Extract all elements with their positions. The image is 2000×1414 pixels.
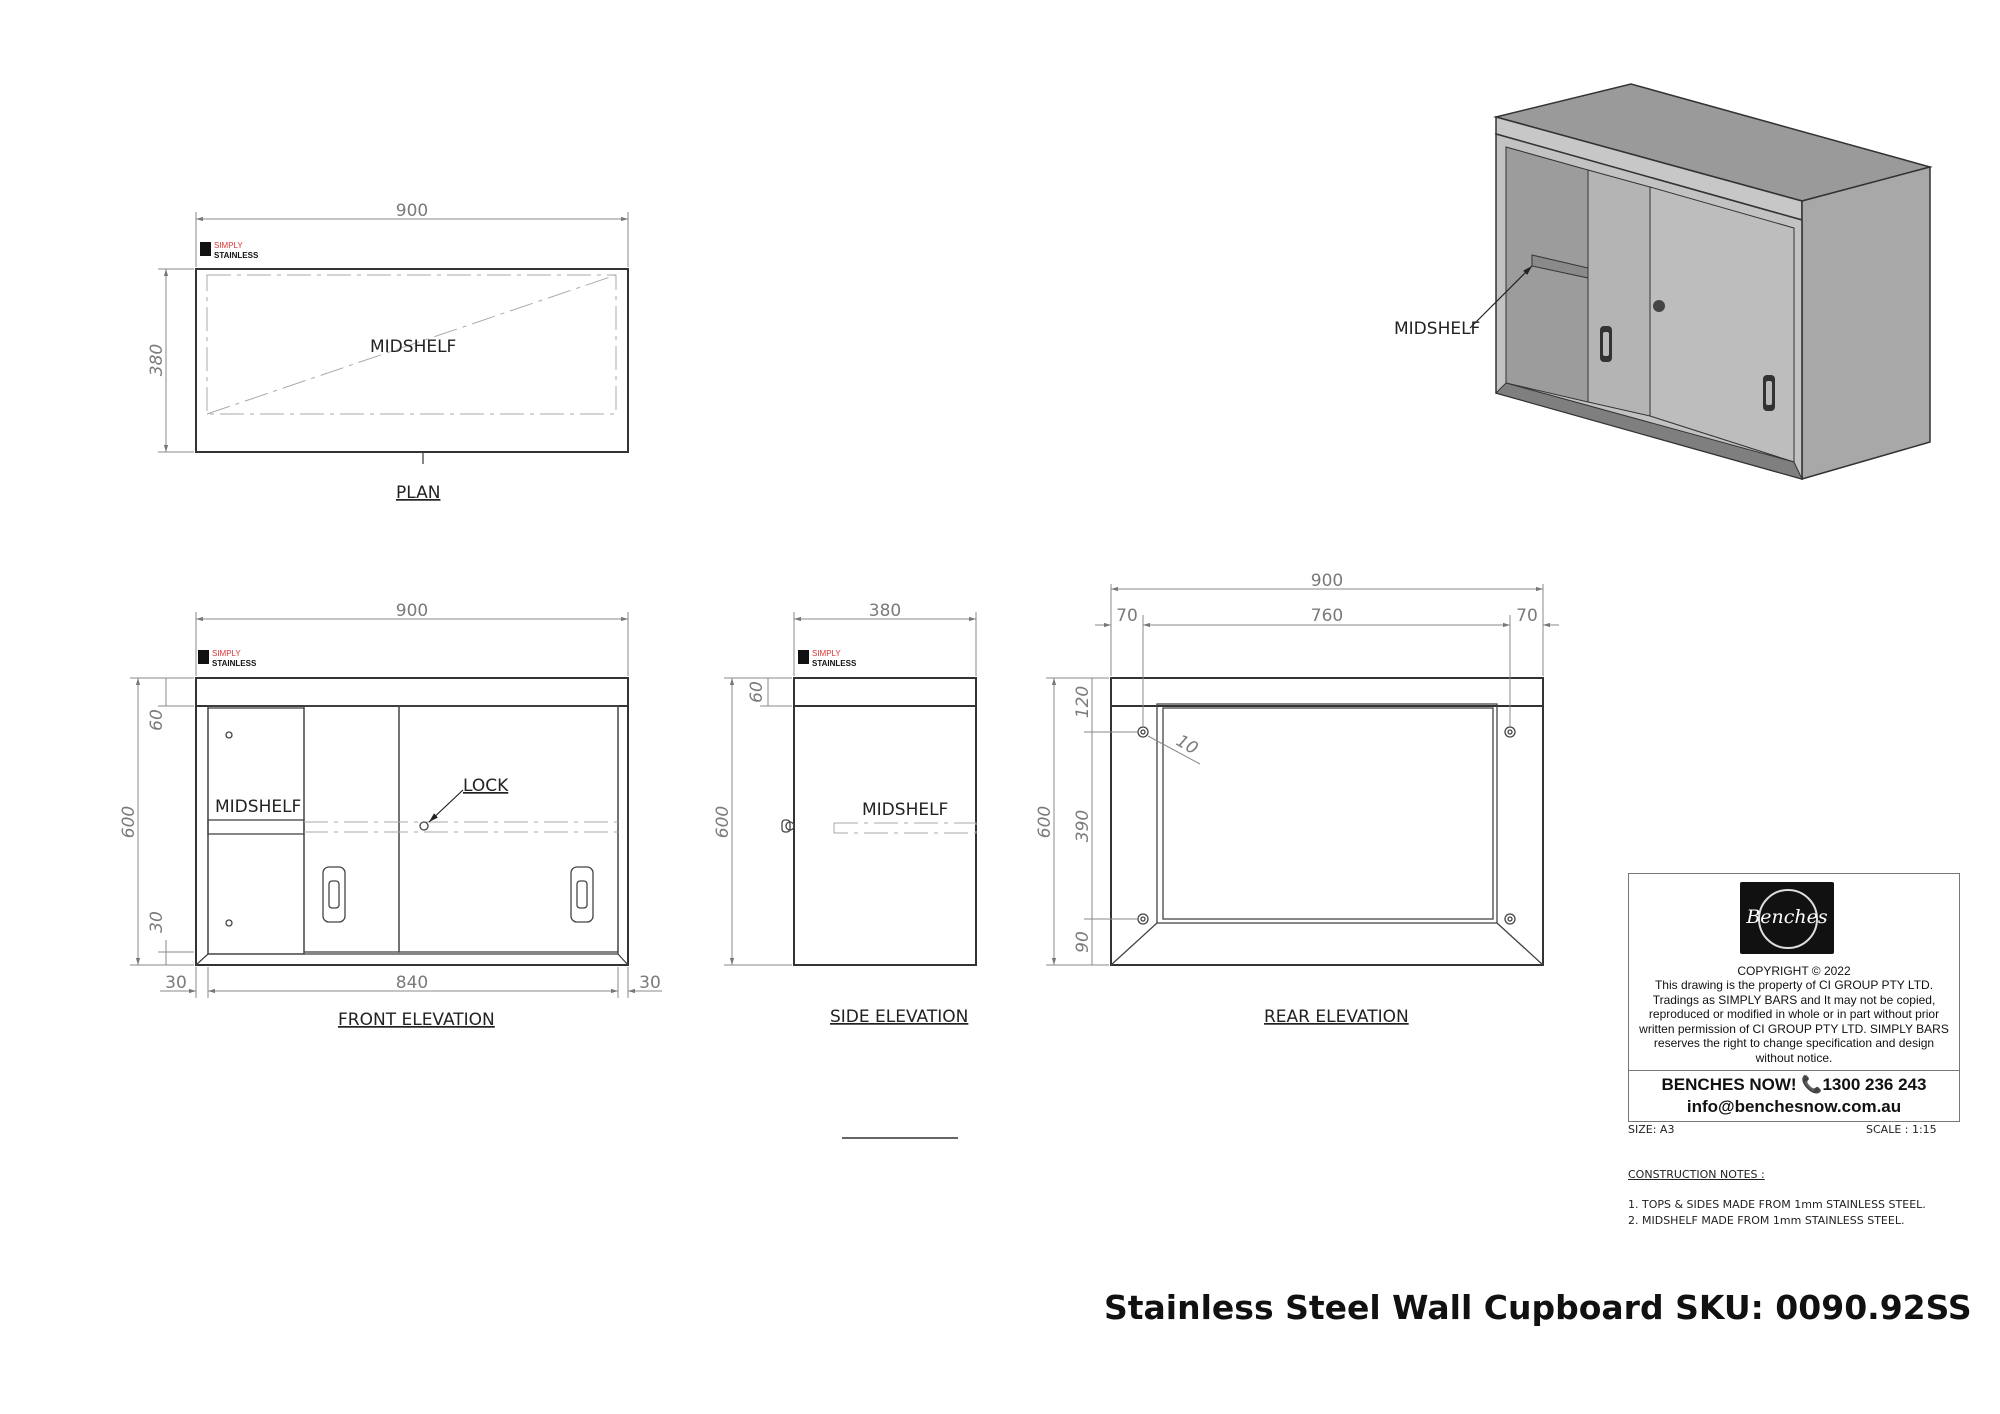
front-right-offset-value: 30 [639,973,661,993]
brand-line2: STAINLESS [812,659,857,668]
front-left-section [208,708,304,954]
front-bracket-upper [226,732,232,738]
title-block [1628,873,1960,1122]
front-bottom-value: 30 [147,911,167,933]
front-body [196,706,628,965]
front-width-value: 900 [395,601,429,621]
copyright-notice: This drawing is the property of CI GROUP PTY LTD. Tradings as SIMPLY BARS and It may not be copied, reproduced or modified in whole or in part without prior written permission of CI GROUP PTY LTD. SIMPLY BARS reserves the right to change specification and design without notice. [1639,978,1949,1065]
contact-phone: BENCHES NOW! 📞1300 236 243 [1661,1075,1927,1094]
plan-title: PLAN [396,483,441,503]
construction-notes [1628,1167,1926,1229]
front-bracket-lower [226,920,232,926]
isometric-view [1394,84,1930,479]
side-elevation-view [713,601,976,1138]
side-elevation-title: SIDE ELEVATION [830,1007,969,1027]
rear-inner-value: 760 [1310,606,1344,626]
page-title: Stainless Steel Wall Cupboard SKU: 0090.92SS [1104,1288,1972,1327]
plan-view [147,201,628,503]
front-lock-icon [420,822,428,830]
logo-text: Benches [1746,906,1828,928]
sheet-size: SIZE: A3 [1628,1123,1675,1136]
front-top-value: 60 [147,709,167,731]
front-inner-width-value: 840 [395,973,429,993]
plan-outline [196,269,628,452]
side-midshelf [834,823,976,833]
brand-line2: STAINLESS [214,251,259,260]
side-height-value: 600 [713,805,733,839]
rear-elevation-view [1035,571,1559,1027]
brand-line1: SIMPLY [214,241,243,250]
rear-height-value: 600 [1035,805,1055,839]
front-inner-frame [208,706,618,954]
rear-panel-opening [1157,704,1497,923]
front-handle-right-icon [571,867,593,922]
brand-mark-icon [198,650,209,664]
rear-mount-hole-bl [1138,914,1148,924]
contact-email: info@benchesnow.com.au [1686,1097,1902,1116]
rear-mount-hole-tl [1138,727,1148,737]
brand-line2: STAINLESS [212,659,257,668]
iso-lock-icon [1653,300,1665,312]
iso-midshelf-label: MIDSHELF [1394,319,1481,339]
plan-midshelf-label: MIDSHELF [370,337,457,357]
front-top-band [196,678,628,706]
note-item: 1. TOPS & SIDES MADE FROM 1mm STAINLESS STEEL. [1628,1198,1926,1211]
rear-mount-hole-br [1505,914,1515,924]
rear-width-value: 900 [1310,571,1344,591]
iso-door-left [1588,170,1650,416]
rear-right-value: 70 [1516,606,1538,626]
side-top-band [794,678,976,706]
brand-line1: SIMPLY [212,649,241,658]
plan-depth-value: 380 [147,343,167,377]
simply-stainless-logo-front [198,649,257,668]
front-door-left [304,706,399,952]
side-depth-value: 380 [868,601,902,621]
title-block-divider [1629,1070,1959,1071]
front-midshelf [208,820,304,834]
rear-top-value: 120 [1073,685,1093,719]
front-lock-label: LOCK [463,776,509,796]
front-handle-left-icon [323,867,345,922]
front-elevation-title: FRONT ELEVATION [338,1010,495,1030]
side-top-value: 60 [747,681,767,703]
simply-stainless-logo-plan [200,241,259,260]
rear-middle-value: 390 [1073,809,1093,843]
brand-line1: SIMPLY [812,649,841,658]
benches-logo [1740,882,1834,954]
brand-mark-icon [200,242,211,256]
iso-right-side [1802,167,1930,479]
copyright-text: COPYRIGHT © 2022 [1737,964,1851,978]
note-item: 2. MIDSHELF MADE FROM 1mm STAINLESS STEEL. [1628,1214,1905,1227]
rear-bottom-value: 90 [1073,931,1093,953]
notes-title: CONSTRUCTION NOTES : [1628,1168,1765,1181]
brand-mark-icon [798,650,809,664]
rear-top-band [1111,678,1543,706]
rear-mount-hole-tr [1505,727,1515,737]
side-body [794,706,976,965]
rear-left-value: 70 [1116,606,1138,626]
simply-stainless-logo-side [798,649,857,668]
front-midshelf-label: MIDSHELF [215,797,302,817]
sheet-scale: SCALE : 1:15 [1866,1123,1937,1136]
plan-width-value: 900 [395,201,429,221]
front-elevation-view [119,601,662,1030]
front-left-offset-value: 30 [165,973,187,993]
front-height-value: 600 [119,805,139,839]
rear-elevation-title: REAR ELEVATION [1264,1007,1409,1027]
iso-door-right [1650,187,1794,462]
front-door-right [399,706,618,952]
side-midshelf-label: MIDSHELF [862,800,949,820]
rear-hole-value: 10 [1172,731,1202,760]
